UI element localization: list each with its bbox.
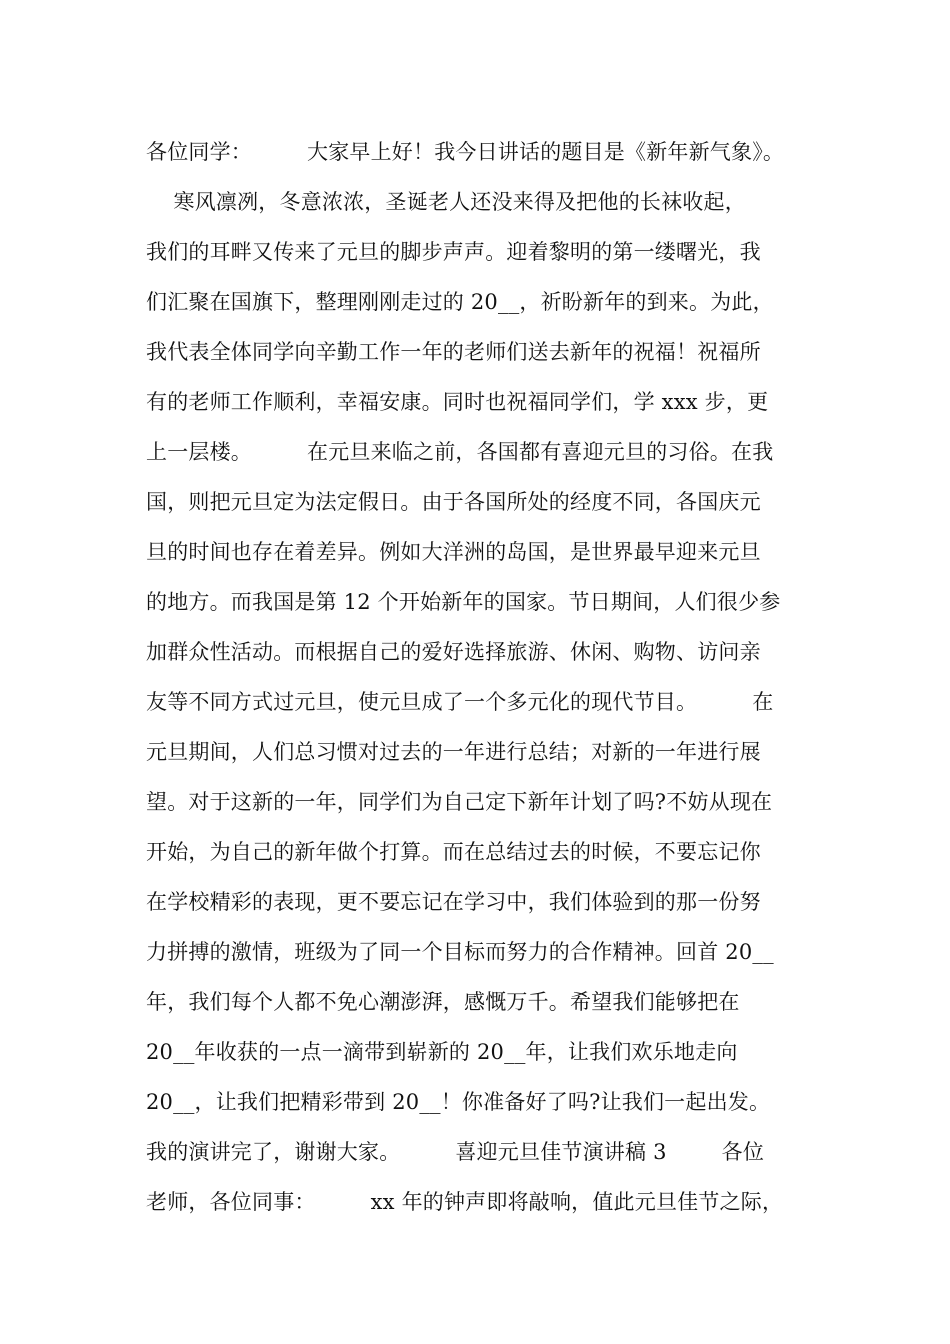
text-line-11: 加群众性活动。而根据自己的爱好选择旅游、休闲、购物、访问亲 xyxy=(146,640,761,664)
text-line-16: 在学校精彩的表现，更不要忘记在学习中，我们体验到的那一份努 xyxy=(146,890,761,914)
text-line-14: 望。对于这新的一年，同学们为自己定下新年计划了吗?不妨从现在 xyxy=(146,790,773,814)
text-line-3: 我们的耳畔又传来了元旦的脚步声声。迎着黎明的第一缕曙光，我 xyxy=(146,240,761,264)
text-line-7: 上一层楼。 在元旦来临之前，各国都有喜迎元旦的习俗。在我 xyxy=(146,440,774,464)
text-line-2: 寒风凛冽，冬意浓浓，圣诞老人还没来得及把他的长袜收起， xyxy=(146,190,746,214)
text-line-17: 力拼搏的激情，班级为了同一个目标而努力的合作精神。回首 20__ xyxy=(146,940,774,964)
text-line-12: 友等不同方式过元旦，使元旦成了一个多元化的现代节目。 在 xyxy=(146,690,774,714)
text-line-8: 国，则把元旦定为法定假日。由于各国所处的经度不同，各国庆元 xyxy=(146,490,761,514)
text-line-4: 们汇聚在国旗下，整理刚刚走过的 20__，祈盼新年的到来。为此， xyxy=(146,290,774,314)
text-line-18: 年，我们每个人都不免心潮澎湃，感慨万千。希望我们能够把在 xyxy=(146,990,740,1014)
text-line-13: 元旦期间，人们总习惯对过去的一年进行总结；对新的一年进行展 xyxy=(146,740,761,764)
text-line-20: 20__，让我们把精彩带到 20__！你准备好了吗?让我们一起出发。 xyxy=(146,1090,771,1114)
text-line-6: 有的老师工作顺利，幸福安康。同时也祝福同学们，学 xxx 步，更 xyxy=(146,390,769,414)
text-line-15: 开始，为自己的新年做个打算。而在总结过去的时候，不要忘记你 xyxy=(146,840,761,864)
text-line-5: 我代表全体同学向辛勤工作一年的老师们送去新年的祝福！祝福所 xyxy=(146,340,761,364)
text-line-9: 旦的时间也存在着差异。例如大洋洲的岛国，是世界最早迎来元旦 xyxy=(146,540,761,564)
text-line-10: 的地方。而我国是第 12 个开始新年的国家。节日期间，人们很少参 xyxy=(146,590,781,614)
text-line-1: 各位同学： 大家早上好！我今日讲话的题目是《新年新气象》。 xyxy=(146,140,785,164)
text-line-19: 20__年收获的一点一滴带到崭新的 20__年，让我们欢乐地走向 xyxy=(146,1040,738,1064)
text-line-22: 老师，各位同事： xx 年的钟声即将敲响，值此元旦佳节之际， xyxy=(146,1190,784,1214)
text-line-21: 我的演讲完了，谢谢大家。 喜迎元旦佳节演讲稿 3 各位 xyxy=(146,1140,765,1164)
